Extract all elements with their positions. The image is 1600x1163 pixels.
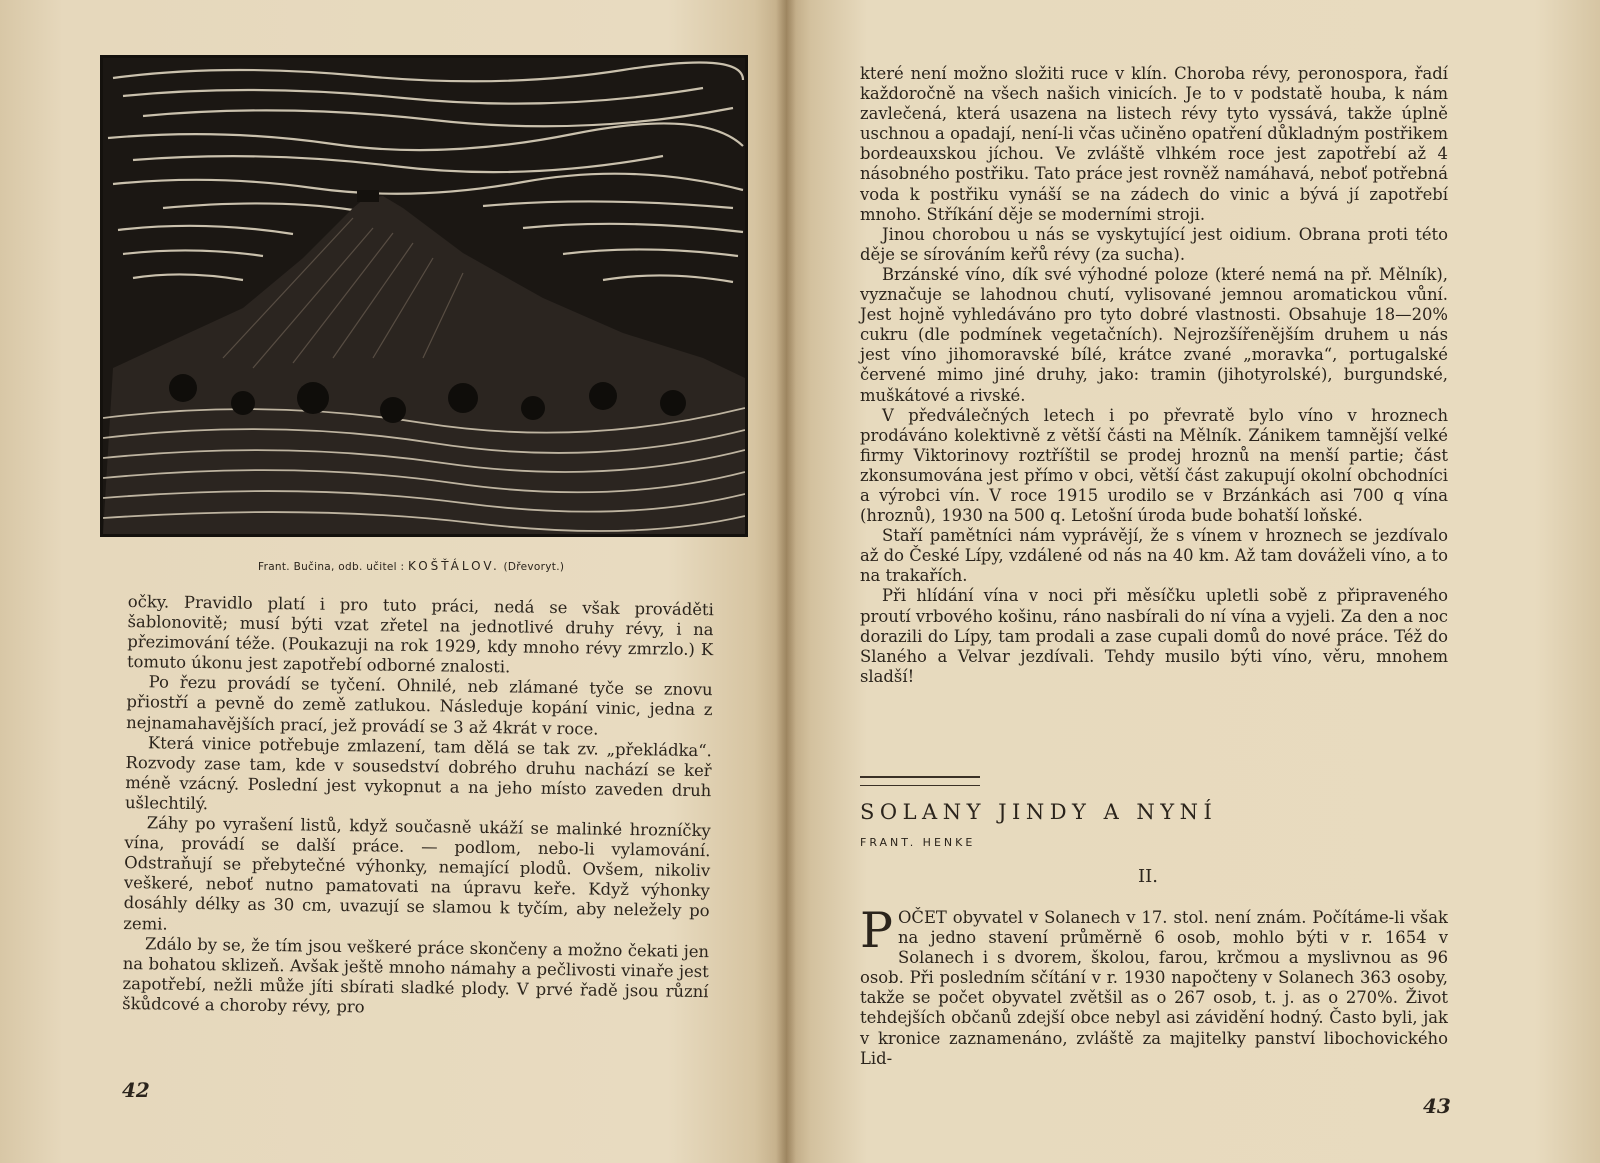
right-paragraph-2: Jinou chorobou u nás se vyskytující jest oidium. Obrana proti této děje se sírováním keřů révy (za sucha). bbox=[860, 224, 1448, 264]
book-gutter bbox=[776, 0, 796, 1163]
right-body-text bbox=[860, 64, 1448, 687]
left-page bbox=[0, 0, 786, 1163]
article-author: FRANT. HENKE bbox=[860, 836, 976, 849]
article-divider-rule bbox=[860, 776, 980, 786]
right-paragraph-6: Při hlídání vína v noci při měsíčku upletli sobě z připraveného proutí vrbového košinu, ráno nasbírali do ní vína a vyjeli. Za den a noc dorazili do Lípy, tam prodali a zase cupali domů do nové práce. Též do Slaného a Velvar jezdívali. Tehdy musilo býti víno, věru, mnohem sladší! bbox=[860, 586, 1448, 686]
right-paragraph-3: Brzánské víno, dík své výhodné poloze (které nemá na př. Mělník), vyznačuje se lahodnou chutí, vylisované jemnou aromatickou vůní. Jest hojně vyhledáváno pro tyto dobré vlastnosti. Obsahuje 18—20% cukru (dle podmínek vegetačních). Nejrozšířenějším druhem u nás jest víno jihomoravské bílé, krátce zvané „moravka“, portugalské červené mimo jiné druhy, jako: tramin (jihotyrolské), burgundské, muškátové a rivské. bbox=[860, 264, 1448, 405]
left-paragraph-5: Zdálo by se, že tím jsou veškeré práce skončeny a možno čekati jen na bohatou sklizeň. Avšak ještě mnoho námahy a pečlivosti vinaře jest zapotřebí, nežli může jíti sbírati sladké plody. V prvé řadě jsou různí škůdcové a choroby révy, pro bbox=[122, 933, 710, 1017]
section-body-text bbox=[860, 902, 1448, 1069]
section-number: II. bbox=[1138, 866, 1158, 887]
page-number-left: 42 bbox=[122, 1078, 150, 1102]
woodcut-illustration bbox=[100, 55, 748, 537]
drop-cap: P bbox=[860, 902, 893, 959]
left-paragraph-1: očky. Pravidlo platí i pro tuto práci, nedá se však prováděti šablonovitě; musí býti vzat zřetel na jednotlivé druhy révy, i na přezimování téže. (Poukazuji na rok 1929, kdy mnoho révy zmrzlo.) K tomuto úkonu jest zapotřebí odborné znalosti. bbox=[126, 592, 714, 677]
left-body-text bbox=[122, 592, 714, 1022]
woodcut-image bbox=[103, 58, 745, 534]
section-paragraph-text: OČET obyvatel v Solanech v 17. stol. není znám. Počítáme-li však na jedno stavení průměrně 6 osob, mohlo býti v r. 1654 v Solanech i s dvorem, školou, farou, krčmou a myslivnou as 96 osob. Při posledním sčítání v r. 1930 napočteny v Solanech 363 osoby, takže se počet obyvatel zvětšil as o 267 osob, t. j. as o 270%. Život tehdejších občanů zdejší obce nebyl asi závidění hodný. Často byli, jak v kronice zaznamenáno, zvláště za majitelky panství libochovického Lid- bbox=[860, 908, 1448, 1068]
section-paragraph bbox=[860, 902, 1448, 1069]
woodcut-caption bbox=[258, 559, 564, 573]
caption-author: Frant. Bučina, odb. učitel : bbox=[258, 561, 405, 573]
caption-technique: (Dřevoryt.) bbox=[503, 561, 565, 573]
article-title: SOLANY JINDY A NYNÍ bbox=[860, 800, 1218, 824]
right-paragraph-5: Staří pamětníci nám vyprávějí, že s vínem v hroznech se jezdívalo až do České Lípy, vzdálené od nás na 40 km. Až tam dováželi víno, a to na trakařích. bbox=[860, 526, 1448, 586]
left-paragraph-4: Záhy po vyrašení listů, když současně ukáží se malinké hrozníčky vína, provádí se další práce. — podlom, nebo-li vylamování. Odstraňují se přebytečné výhonky, nemající plodů. Ovšem, nikoliv veškeré, neboť nutno pamatovati na úpravu keře. Když výhonky dosáhly délky as 30 cm, uvazují se slamou k tyčím, aby neležely po zemi. bbox=[123, 813, 711, 934]
caption-place: KOŠŤÁLOV. bbox=[407, 559, 500, 573]
left-paragraph-3: Která vinice potřebuje zmlazení, tam dělá se tak zv. „překládka“. Rozvody zase tam, kde v sousedství dobrého druhu nachází se keř méně vzácný. Poslední jest vykopnut a na jeho místo zaveden druh ušlechtilý. bbox=[124, 732, 712, 814]
right-paragraph-4: V předválečných letech i po převratě bylo víno v hroznech prodáváno kolektivně z větší části na Mělník. Zánikem tamnější velké firmy Viktorinovy roztříštil se prodej hroznů na menší partie; část zkonsumována jest přímo v obci, větší část zakupují okolní obchodníci a výrobci vín. V roce 1915 urodilo se v Brzánkách asi 700 q vína (hroznů), 1930 na 500 q. Letošní úroda bude bohatší loňské. bbox=[860, 405, 1448, 526]
right-paragraph-1: které není možno složiti ruce v klín. Choroba révy, peronospora, řadí každoročně na všech našich vinicích. Je to v podstatě houba, k nám zavlečená, která usazena na listech révy tyto vyssává, takže úplně uschnou a opadají, není-li včas učiněno opatření důkladným postřikem bordeauxskou jíchou. Ve zvláště vlhkém roce jest zapotřebí až 4 násobného postřiku. Tato práce jest rovněž namáhavá, neboť potřebná voda k postřiku vynáší se na zádech do vinic a bývá jí zapotřebí mnoho. Stříkání děje se moderními stroji. bbox=[860, 64, 1448, 224]
left-paragraph-2: Po řezu provádí se tyčení. Ohnilé, neb zlámané tyče se znovu přiostří a pevně do země zatlukou. Následuje kopání vinic, jedna z nejnamahavějších prací, jež provádí se 3 až 4krát v roce. bbox=[126, 672, 713, 739]
page-number-right: 43 bbox=[1423, 1094, 1451, 1118]
